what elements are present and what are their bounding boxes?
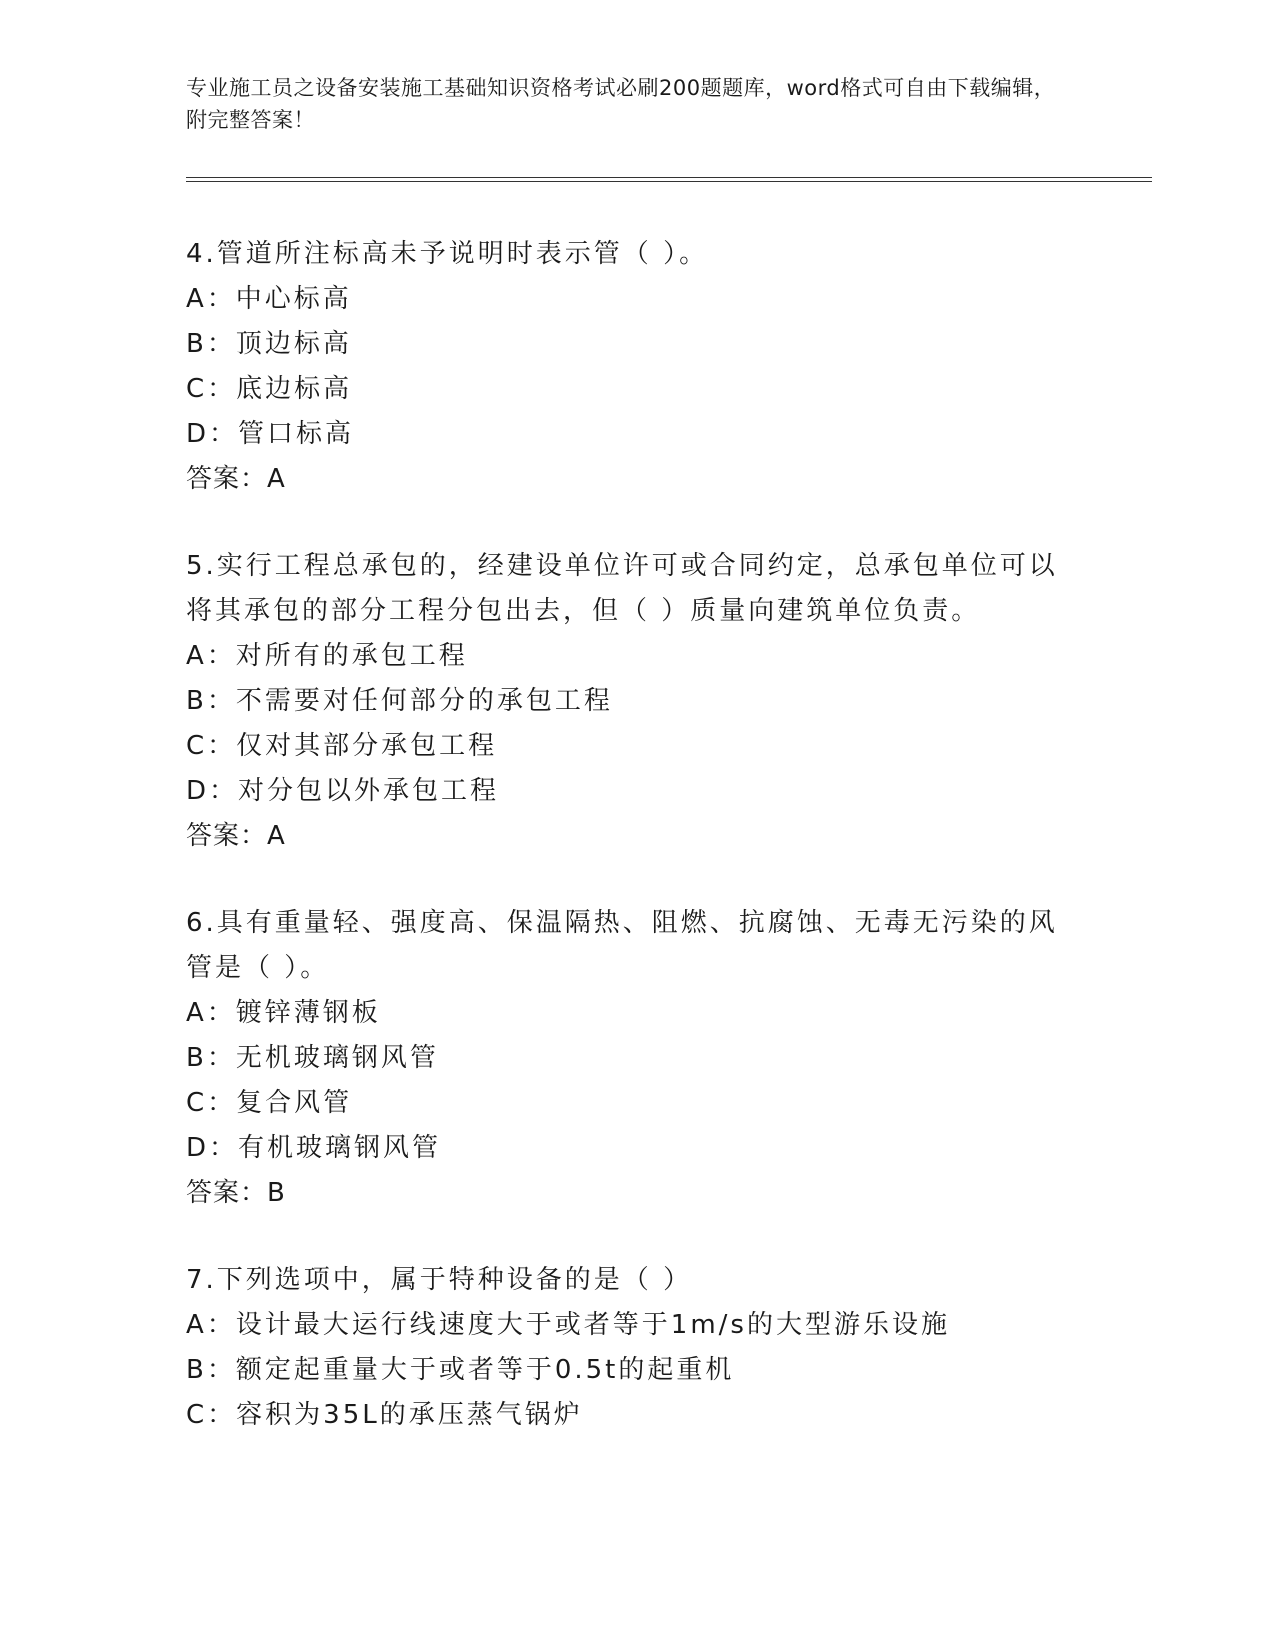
question-stem: 5.实行工程总承包的，经建设单位许可或合同约定，总承包单位可以将其承包的部分工程分包出去，但（ ）质量向建筑单位负责。	[186, 551, 1058, 626]
header-divider-bottom	[186, 181, 1152, 182]
option-b: B：不需要对任何部分的承包工程	[186, 686, 613, 716]
option-d: D：管口标高	[186, 419, 355, 449]
option-c: C：底边标高	[186, 374, 353, 404]
option-a: A：对所有的承包工程	[186, 641, 468, 671]
question-stem: 6.具有重量轻、强度高、保温隔热、阻燃、抗腐蚀、无毒无污染的风管是（ ）。	[186, 908, 1058, 983]
question-list	[186, 232, 1086, 1480]
option-a: A：设计最大运行线速度大于或者等于1m/s的大型游乐设施	[186, 1310, 950, 1340]
question-7	[186, 1258, 1086, 1438]
document-header: 专业施工员之设备安装施工基础知识资格考试必刷200题题库，word格式可自由下载编辑，附完整答案！	[186, 76, 1056, 132]
question-stem: 7.下列选项中，属于特种设备的是（ ）	[186, 1265, 693, 1295]
header-divider-top	[186, 177, 1152, 178]
option-c: C：容积为35L的承压蒸气锅炉	[186, 1400, 583, 1430]
question-4	[186, 232, 1086, 502]
option-b: B：额定起重量大于或者等于0.5t的起重机	[186, 1355, 735, 1385]
question-stem: 4.管道所注标高未予说明时表示管（ ）。	[186, 239, 709, 269]
option-d: D：对分包以外承包工程	[186, 776, 500, 806]
answer: 答案：B	[186, 1178, 286, 1208]
option-a: A：镀锌薄钢板	[186, 998, 381, 1028]
question-6	[186, 901, 1086, 1216]
option-d: D：有机玻璃钢风管	[186, 1133, 442, 1163]
option-b: B：无机玻璃钢风管	[186, 1043, 439, 1073]
option-a: A：中心标高	[186, 284, 352, 314]
answer: 答案：A	[186, 464, 286, 494]
answer: 答案：A	[186, 821, 286, 851]
option-c: C：复合风管	[186, 1088, 353, 1118]
question-5	[186, 544, 1086, 859]
option-c: C：仅对其部分承包工程	[186, 731, 498, 761]
option-b: B：顶边标高	[186, 329, 352, 359]
